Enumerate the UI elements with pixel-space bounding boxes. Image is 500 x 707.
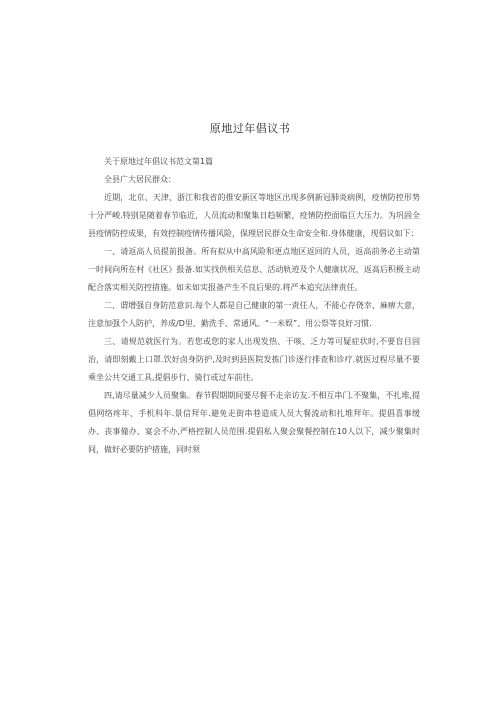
document-subtitle: 关于原地过年倡议书范文第1篇 <box>104 157 214 166</box>
paragraph-item-3: 三、请规范就医行为。若您或您的家人出现发热、干咳、乏力等可疑症状时,不要盲目固治，请即刻戴上口罩.饮好卤身防护,及时到县医院发拣门诊逐行排查和诊疗.就医过程尽量不要乘坐公共交通工具,提倡步行、骑行或过车前往。 <box>88 337 420 382</box>
paragraph-item-4: 四,请尽量减少人员聚集。春节假期期间要尽餐不走亲访友.不相互串门.不聚集，不扎堆,提倡网络疼年、手机科年.景信拜年.避免走街串巷造成人员大餐流动和扎堆拜年。提倡喜事缓办、丧事僮办、宴会不办,严格控制人员范围.提倡私人聚会聚餐控制在10人以下，减少聚集时间，做好必要防护措施，同时须 <box>88 391 420 454</box>
paragraph-item-2: 二、谓增强自身防范意识.每个人都是自己健康的第一责任人，不能心存侥幸、麻痹大意，注意加强个人防护，养成/D里、勤洗手、常通风。“一米娱”、用公祭等良好习惯. <box>88 301 420 328</box>
salutation: 全县广大居民群众： <box>104 175 176 184</box>
paragraph-item-1: 一、请返高人员提前报备。所有拟从中高风险和更点地区返回的人员，返高前务必主动第一时间向所在村《社区》报备.如实找供相关信息、活动轨迹及个人健康状况，返高后积极主动配合落实相关防控措施。如未如实报备产生不良后果的.将严本追究法律责任。 <box>88 247 420 292</box>
paragraph-intro: 近期，北京、天津、浙江和我省的推安新区等地区出现多例新冠肺炎病例，疫情防控形势十分严峻.特别是随着春节临近，人员流动和聚集日趋频繁，疫情防控面临巨大压力。为巩固全县疫情防控成果，有效控制疫情传播风险，保理居民群众生命安全和.身体健康，现倡议如下： <box>88 193 420 238</box>
document-body <box>88 153 420 459</box>
document-title: 原地过年倡议书 <box>209 122 291 135</box>
